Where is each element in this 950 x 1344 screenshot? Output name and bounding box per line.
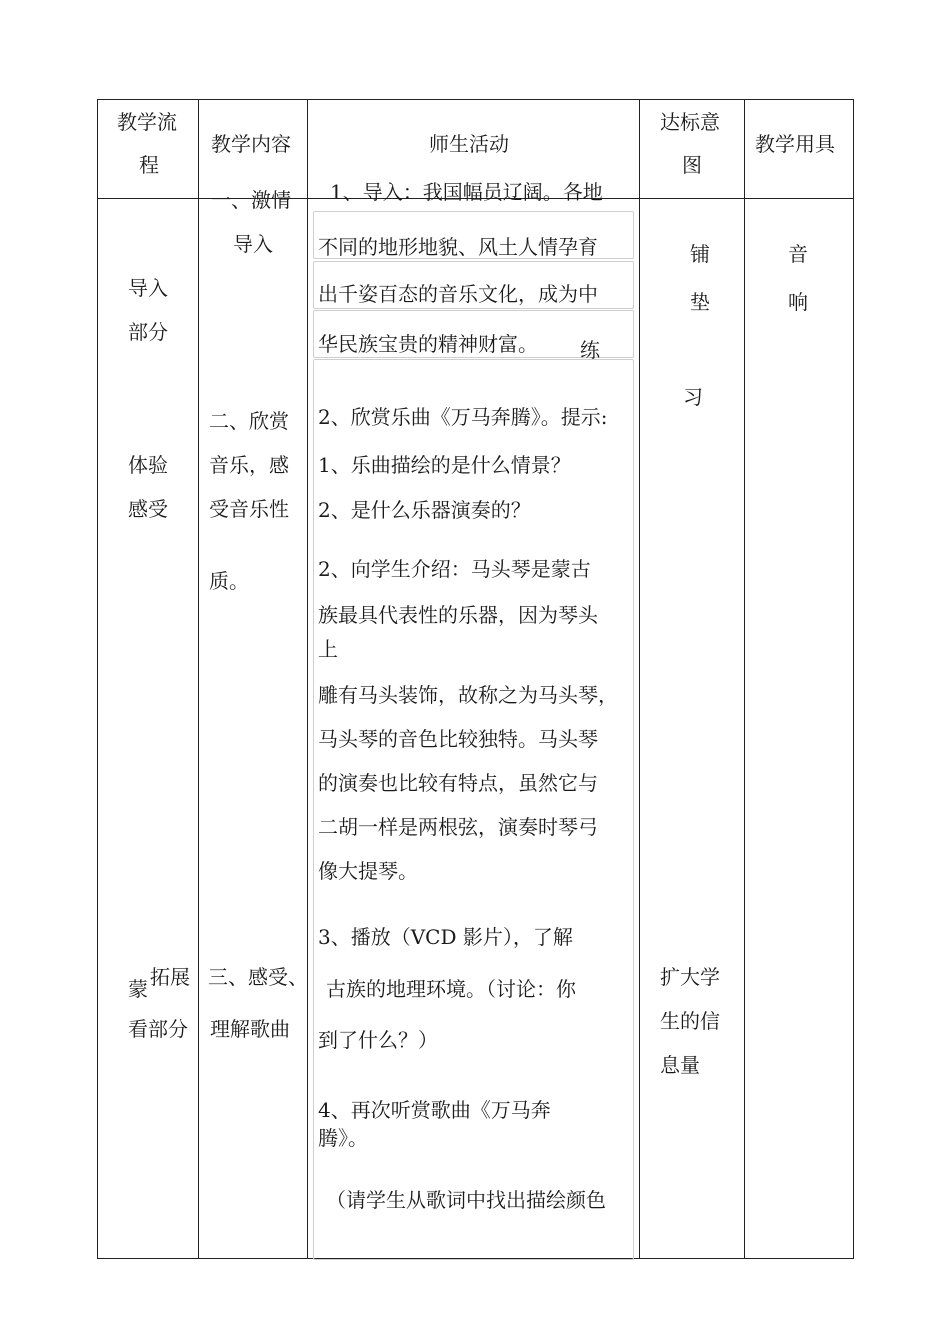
content-3-line1: 三、感受、: [208, 965, 308, 989]
activity-line-5: 2、欣赏乐曲《万马奔腾》。提示:: [318, 405, 608, 429]
intent-line-5: 生的信: [660, 1009, 720, 1033]
flow-extension-line1: 拓展: [150, 965, 190, 989]
intent-line-4: 扩大学: [660, 965, 720, 989]
activity-line-13: 的演奏也比较有特点，虽然它与: [318, 771, 598, 795]
activity-line-2: 不同的地形地貌、风土人情孕育: [318, 235, 598, 259]
content-2-line3: 受音乐性: [209, 497, 289, 521]
flow-intro-line1: 导入: [128, 276, 168, 300]
flow-extension-prefix: 蒙: [128, 977, 148, 1001]
content-3-line2: 理解歌曲: [210, 1017, 290, 1041]
header-intent-line2: 图: [682, 153, 702, 177]
activity-line-20: 腾》。: [318, 1126, 368, 1150]
table-border-right: [853, 99, 854, 1259]
activity-line-3: 出千姿百态的音乐文化，成为中: [318, 282, 598, 306]
activity-line-17: 古族的地理环境。（讨论：你: [326, 977, 576, 1001]
header-content: 教学内容: [211, 132, 291, 156]
activity-line-19: 4、再次听赏歌曲《万马奔: [318, 1098, 551, 1122]
activity-line-4b: 练: [580, 338, 600, 362]
flow-extension-line2: 看部分: [128, 1017, 188, 1041]
content-2-line4: 质。: [209, 569, 249, 593]
header-flow-line1: 教学流: [117, 110, 177, 134]
activity-line-12: 马头琴的音色比较独特。马头琴: [318, 727, 598, 751]
content-1-line1: 一、激情: [211, 188, 291, 212]
column-divider-2: [307, 99, 308, 1259]
intent-line-2: 垫: [690, 290, 710, 314]
content-2-line2: 音乐，感: [209, 453, 289, 477]
header-flow-line2: 程: [139, 153, 159, 177]
activity-line-10: 上: [318, 637, 338, 661]
flow-experience-line2: 感受: [128, 497, 168, 521]
column-divider-3: [639, 99, 640, 1259]
activity-line-18: 到了什么？）: [318, 1028, 438, 1052]
activity-line-1: 1、导入：我国幅员辽阔。各地: [330, 180, 603, 204]
activity-line-6: 1、乐曲描绘的是什么情景？: [318, 453, 571, 477]
activity-line-9: 族最具代表性的乐器，因为琴头: [318, 603, 598, 627]
content-1-line2: 导入: [233, 232, 273, 256]
column-divider-1: [198, 99, 199, 1259]
header-intent-line1: 达标意: [660, 110, 720, 134]
activity-line-4: 华民族宝贵的精神财富。: [318, 332, 538, 356]
activity-line-14: 二胡一样是两根弦，演奏时琴弓: [318, 815, 598, 839]
header-activity: 师生活动: [429, 132, 509, 156]
table-border-left: [97, 99, 98, 1259]
activity-line-11: 雕有马头装饰，故称之为马头琴，: [318, 683, 618, 707]
intent-line-6: 息量: [660, 1053, 700, 1077]
intent-line-1: 铺: [690, 242, 710, 266]
tools-line-2: 响: [788, 290, 808, 314]
header-tools: 教学用具: [755, 132, 835, 156]
text-frame: [313, 359, 634, 1260]
content-2-line1: 二、欣赏: [209, 409, 289, 433]
activity-line-7: 2、是什么乐器演奏的？: [318, 498, 531, 522]
activity-line-16: 3、播放（VCD 影片），了解: [318, 925, 573, 949]
intent-line-3: 习: [683, 385, 703, 409]
column-divider-4: [744, 99, 745, 1259]
activity-line-15: 像大提琴。: [318, 859, 418, 883]
tools-line-1: 音: [788, 242, 808, 266]
activity-line-8: 2、向学生介绍：马头琴是蒙古: [318, 557, 591, 581]
table-border-top: [97, 99, 854, 100]
flow-experience-line1: 体验: [128, 453, 168, 477]
flow-intro-line2: 部分: [128, 320, 168, 344]
activity-line-21: （请学生从歌词中找出描绘颜色: [326, 1188, 606, 1212]
